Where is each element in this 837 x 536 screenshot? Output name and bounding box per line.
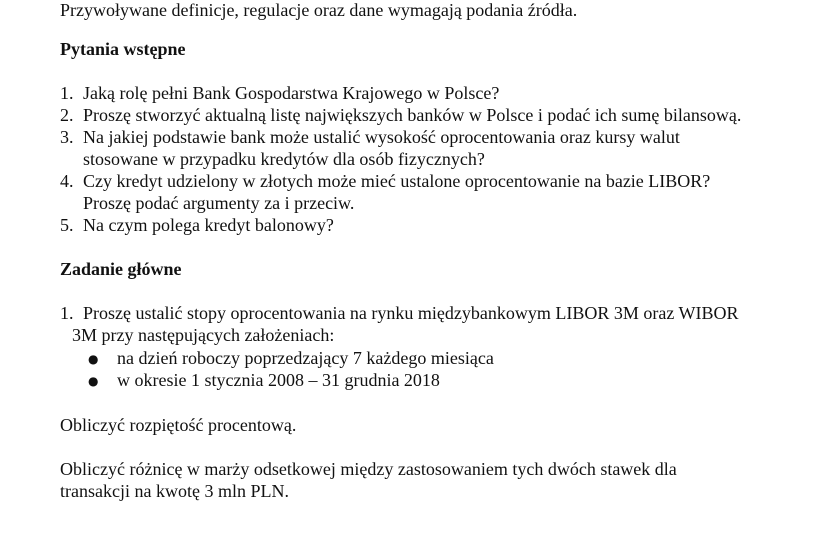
list-item-text-continued: stosowane w przypadku kredytów dla osób fizycznych? <box>83 149 485 169</box>
list-number: 4. <box>60 171 74 191</box>
list-item-text: Na czym polega kredyt balonowy? <box>83 215 334 235</box>
intro-line: Przywoływane definicje, regulacje oraz dane wymagają podania źródła. <box>60 0 578 20</box>
list-number: 5. <box>60 215 74 235</box>
bullet-text: w okresie 1 stycznia 2008 – 31 grudnia 2018 <box>117 370 440 390</box>
list-number: 2. <box>60 105 74 125</box>
task-text-continued: 3M przy następujących założeniach: <box>72 325 335 345</box>
margin-paragraph-line: transakcji na kwotę 3 mln PLN. <box>60 481 289 501</box>
list-item-text: Proszę stworzyć aktualną listę największych banków w Polsce i podać ich sumę bilansową. <box>83 105 742 125</box>
list-item-text-continued: Proszę podać argumenty za i przeciw. <box>83 193 355 213</box>
list-number: 1. <box>60 303 74 323</box>
bullet-text: na dzień roboczy poprzedzający 7 każdego miesiąca <box>117 348 494 368</box>
main-task-heading: Zadanie główne <box>60 259 182 279</box>
list-number: 1. <box>60 83 74 103</box>
margin-paragraph-line: Obliczyć różnicę w marży odsetkowej między zastosowaniem tych dwóch stawek dla <box>60 459 677 479</box>
list-item-text: Na jakiej podstawie bank może ustalić wysokość oprocentowania oraz kursy walut <box>83 127 680 147</box>
list-item-text: Czy kredyt udzielony w złotych może mieć ustalone oprocentowanie na bazie LIBOR? <box>83 171 711 191</box>
task-text: Proszę ustalić stopy oprocentowania na rynku międzybankowym LIBOR 3M oraz WIBOR <box>83 303 739 323</box>
bullet-icon: ● <box>88 374 99 388</box>
preliminary-heading: Pytania wstępne <box>60 39 186 59</box>
bullet-icon: ● <box>88 352 99 366</box>
list-item-text: Jaką rolę pełni Bank Gospodarstwa Krajowego w Polsce? <box>83 83 500 103</box>
spread-paragraph: Obliczyć rozpiętość procentową. <box>60 415 297 435</box>
list-number: 3. <box>60 127 74 147</box>
